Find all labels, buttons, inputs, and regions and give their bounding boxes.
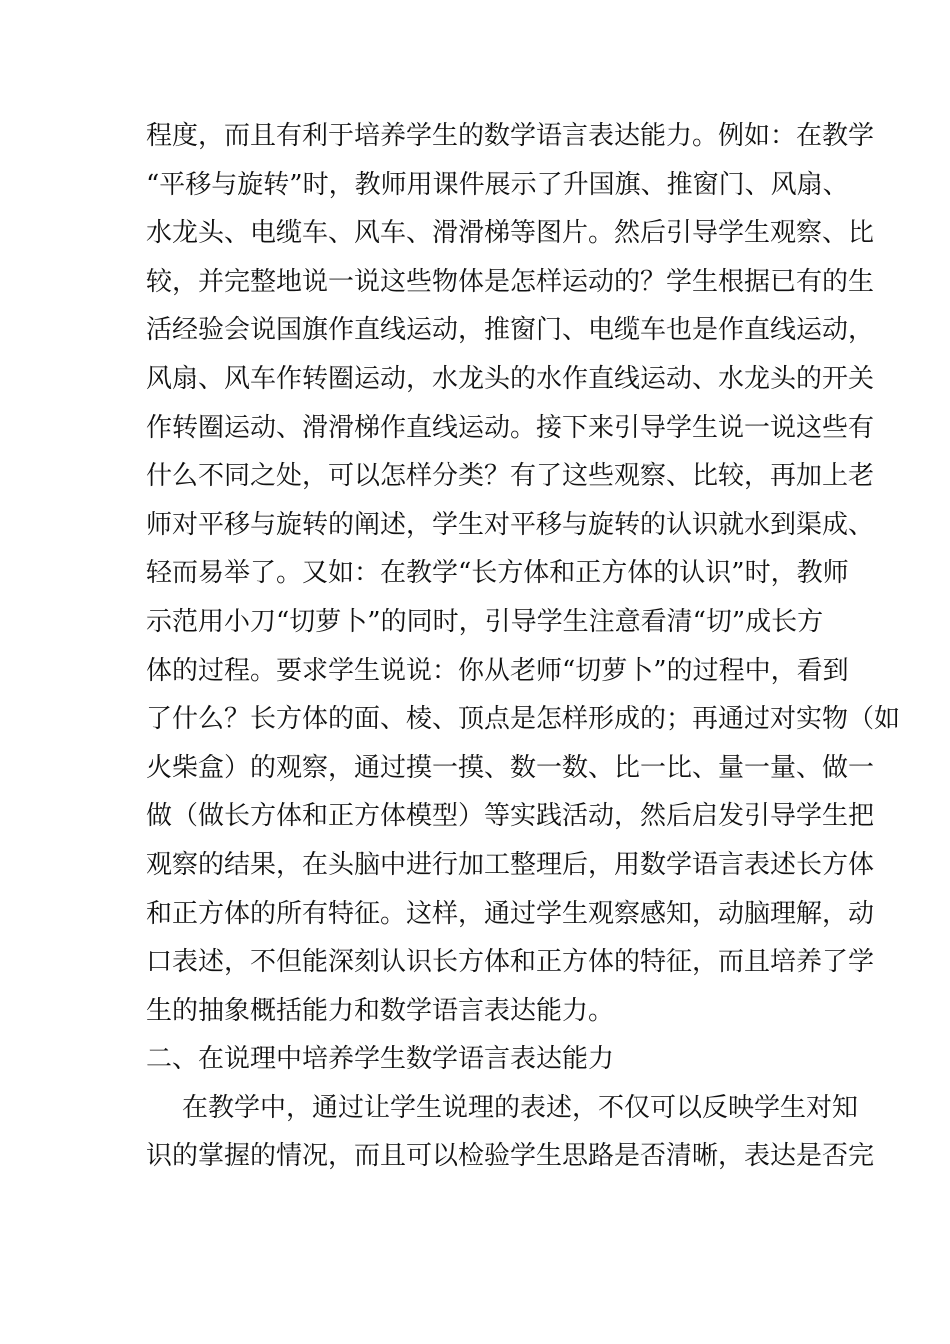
text-line: 什么不同之处，可以怎样分类？有了这些观察、比较，再加上老 [146, 461, 875, 492]
section-heading: 二、在说理中培养学生数学语言表达能力 [146, 1044, 615, 1075]
text-line: 做（做长方体和正方体模型）等实践活动，然后启发引导学生把 [146, 801, 875, 832]
text-line: 观察的结果，在头脑中进行加工整理后，用数学语言表述长方体 [146, 849, 875, 880]
paragraph-2 [146, 1084, 875, 1181]
text-line: 生的抽象概括能力和数学语言表达能力。 [146, 995, 615, 1026]
text-line: 示范用小刀“切萝卜”的同时，引导学生注意看清“切”成长方 [146, 606, 824, 637]
text-line: 轻而易举了。又如：在教学“长方体和正方体的认识”时，教师 [146, 558, 849, 589]
text-line: 识的掌握的情况，而且可以检验学生思路是否清晰，表达是否完 [146, 1141, 875, 1172]
text-line: 在教学中，通过让学生说理的表述，不仅可以反映学生对知 [182, 1092, 859, 1123]
text-line: 水龙头、电缆车、风车、滑滑梯等图片。然后引导学生观察、比 [146, 218, 875, 249]
text-line: “平移与旋转”时，教师用课件展示了升国旗、推窗门、风扇、 [146, 169, 849, 200]
text-line: 风扇、风车作转圈运动，水龙头的水作直线运动、水龙头的开关 [146, 363, 875, 394]
text-line: 程度，而且有利于培养学生的数学语言表达能力。例如：在教学 [146, 121, 875, 151]
text-line: 较，并完整地说一说这些物体是怎样运动的？学生根据已有的生 [146, 266, 875, 297]
paragraph-1 [146, 112, 901, 1035]
text-line: 火柴盒）的观察，通过摸一摸、数一数、比一比、量一量、做一 [146, 752, 875, 783]
text-line: 和正方体的所有特征。这样，通过学生观察感知，动脑理解，动 [146, 898, 875, 929]
text-line: 了什么？长方体的面、棱、顶点是怎样形成的；再通过对实物（如 [146, 704, 901, 735]
text-line: 活经验会说国旗作直线运动，推窗门、电缆车也是作直线运动， [146, 315, 875, 346]
text-line: 体的过程。要求学生说说：你从老师“切萝卜”的过程中，看到 [146, 655, 849, 686]
text-line: 作转圈运动、滑滑梯作直线运动。接下来引导学生说一说这些有 [146, 412, 875, 443]
text-line: 师对平移与旋转的阐述，学生对平移与旋转的认识就水到渠成、 [146, 509, 875, 540]
document-body [146, 112, 901, 1181]
text-line: 口表述，不但能深刻认识长方体和正方体的特征，而且培养了学 [146, 947, 875, 978]
